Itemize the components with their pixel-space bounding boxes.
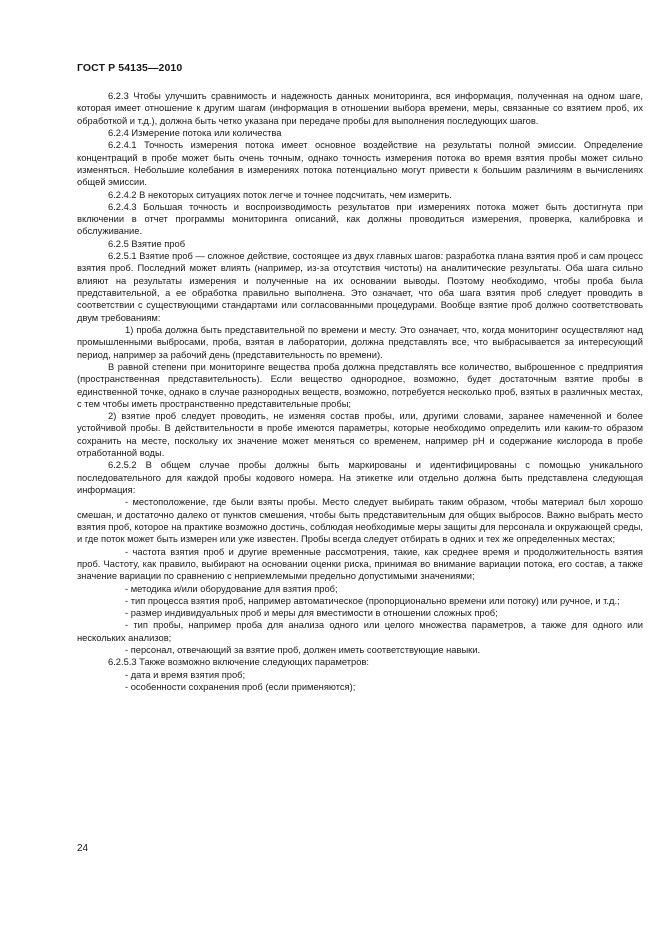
document-body: [77, 90, 643, 693]
paragraph: 2) взятие проб следует проводить, не изменяя состав пробы, или, другими словами, заранее намеченной и более устойчивой пробы. В действительности в пробе имеются параметры, которые необходимо определить или каким-то образом сохранить на месте, поскольку их значение может меняться со временем, например рН и содержание кислорода в пробе отработанной воды.: [77, 411, 643, 459]
paragraph: - размер индивидуальных проб и меры для вместимости в отношении сложных проб;: [125, 608, 498, 619]
paragraph: 6.2.5.2 В общем случае пробы должны быть маркированы и идентифицированы с помощью уникального последовательного для каждой пробы кодового номера. На этикетке или отдельно должна быть представлена следующая информация:: [77, 460, 643, 495]
paragraph: 6.2.4 Измерение потока или количества: [108, 127, 282, 138]
document-header: ГОСТ Р 54135—2010: [77, 62, 183, 74]
paragraph: - частота взятия проб и другие временные рассмотрения, такие, как среднее время и продолжительность взятия проб. Частоту, как правило, выбирают на основании оценки риска, принимая во внимание вариации потока, его состав, а также значение вариации по сравнению с неприемлемыми предельно допустимыми значениями;: [77, 546, 643, 582]
paragraph: - особенности сохранения проб (если применяются);: [125, 682, 356, 692]
paragraph: - персонал, отвечающий за взятие проб, должен иметь соответствующие навыки.: [125, 645, 481, 656]
paragraph: В равной степени при мониторинге вещества проба должна представлять все количество, выброшенное с предприятия (пространственная представительность). Если вещество однородное, возможно, будет достаточным взятие пробы в единственной точке, однако в случае разнородных веществ, возможно, потребуется несколько проб, взятых в различных местах, с тем чтобы иметь пространственно представительные пробы;: [77, 361, 643, 409]
paragraph: - методика и/или оборудование для взятия проб;: [125, 583, 338, 594]
paragraph: 6.2.5 Взятие проб: [108, 238, 186, 249]
paragraph: - тип процесса взятия проб, например автоматическое (пропорционально времени или потоку) или ручное, и т.д.;: [125, 595, 620, 606]
paragraph: 6.2.4.2 В некоторых ситуациях поток легче и точнее подсчитать, чем измерить.: [108, 189, 452, 200]
paragraph: - местоположение, где были взяты пробы. Место следует выбирать таким образом, чтобы материал был хорошо смешан, и достаточно далеко от пунктов смешения, чтобы быть представительным для общих выбросов. Важно выбрать место взятия проб, которое на практике возможно достичь, соблюдая необходимые меры защиты для персонала и окружающей среды, и где поток может быть измерен или уже известен. Пробы всегда следует отбирать в одних и тех же определенных местах;: [77, 497, 643, 545]
paragraph: 6.2.3 Чтобы улучшить сравнимость и надежность данных мониторинга, вся информация, полученная на одном шаге, которая имеет отношение к другим шагам (информация в отношении выбора времени, меры, связанные со взятием проб, их обработкой и т.д.), должна быть четко указана при передаче пробы для выполнения последующих шагов.: [77, 91, 643, 126]
paragraph: - дата и время взятия проб;: [125, 669, 246, 680]
paragraph: 6.2.4.1 Точность измерения потока имеет основное воздействие на результаты полной эмиссии. Определение концентраций в пробе может быть очень точным, однако точность измерения потока во время взятия пробы может сильно изменяться. Небольшие колебания в измерениях потока потенциально могут привести к большим различиям в вычислениях общей эмиссии.: [77, 140, 643, 188]
page-number: 24: [77, 843, 89, 854]
paragraph: 1) проба должна быть представительной по времени и месту. Это означает, что, когда мониторинг осуществляют над промышленными выбросами, проба, взятая в лаборатории, должна представлять все, что выбрасывается за интересующий период, например за рабочий день (представительность по времени).: [77, 324, 643, 360]
paragraph: 6.2.5.1 Взятие проб — сложное действие, состоящее из двух главных шагов: разработка плана взятия проб и сам процесс взятия проб. Последний может влиять (например, из-за отсутствия чистоты) на аналитические результаты. Оба шага сильно влияют на результаты измерения и полученные на их основании выводы. Поэтому необходимо, чтобы проба была представительной, а ее обработка правильно выполнена. Это означает, что оба шага взятия проб следует проводить в соответствии с существующими стандартами или согласованными процедурами. Вообще взятие проб должно соответствовать двум требованиям:: [77, 251, 643, 323]
paragraph: 6.2.5.3 Также возможно включение следующих параметров:: [108, 657, 369, 668]
paragraph: - тип пробы, например проба для анализа одного или целого множества параметров, а также для одного или нескольких анализов;: [77, 620, 643, 643]
paragraph: 6.2.4.3 Большая точность и воспроизводимость результатов при измерениях потока может быть достигнута при включении в отчет программы мониторинга описаний, как должны проводиться измерения, проверка, калибровка и обслуживание.: [77, 201, 643, 237]
